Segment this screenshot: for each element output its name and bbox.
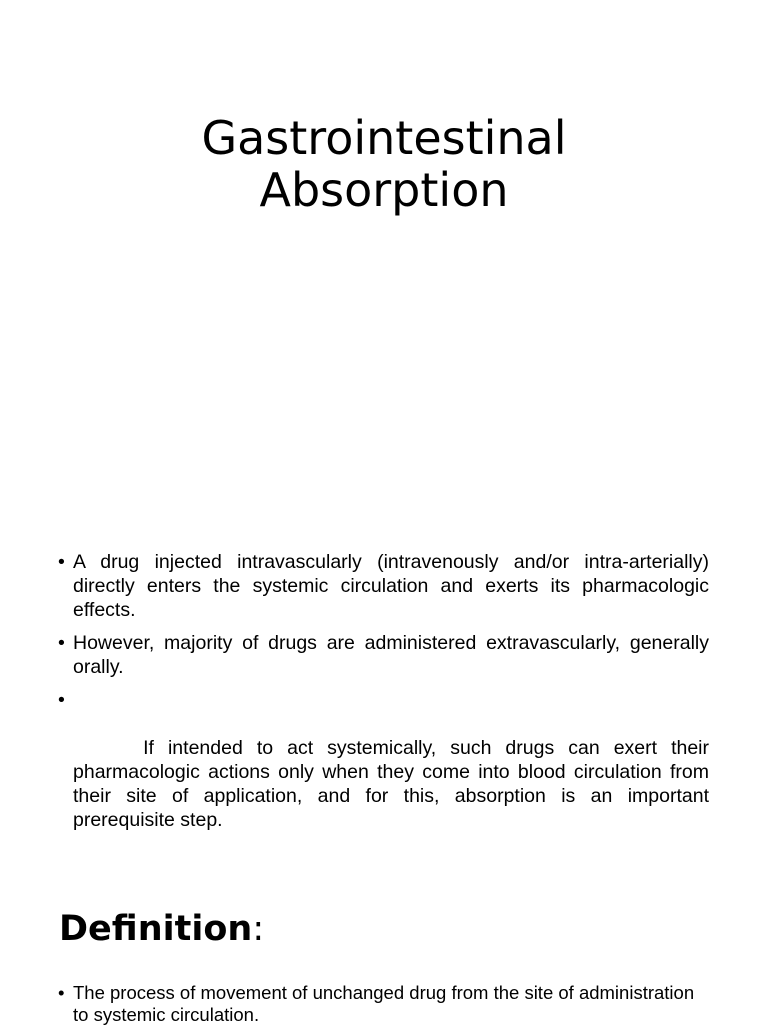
- bullet-icon: •: [58, 689, 65, 711]
- list-item: [58, 550, 709, 622]
- bullet-text: A drug injected intravascularly (intravenously and/or intra-arterially) directly enters the systemic circulation and exerts its pharmacologic effects.: [73, 551, 709, 621]
- bullet-icon: •: [58, 982, 65, 1003]
- definition-heading-colon: :: [252, 909, 265, 949]
- intro-bullet-list: [58, 550, 715, 865]
- title-line-1: Gastrointestinal: [201, 111, 567, 165]
- bullet-text: However, majority of drugs are administered extravascularly, generally orally.: [73, 632, 709, 678]
- slide-title: [0, 112, 768, 216]
- definition-bullet-list: [58, 982, 709, 1026]
- list-item: [58, 982, 709, 1026]
- title-line-2: Absorption: [259, 163, 509, 217]
- list-item: [58, 688, 715, 856]
- bullet-text: If intended to act systemically, such drugs can exert their pharmacologic actions only when they come into blood circulation from their site of application, and for this, absorption is an important prerequisite step.: [73, 737, 715, 831]
- bullet-text: The process of movement of unchanged drug from the site of administration to systemic circulation.: [73, 982, 695, 1025]
- bullet-icon: •: [58, 551, 65, 573]
- definition-heading-text: Definition: [59, 909, 253, 949]
- bullet-icon: •: [58, 632, 65, 654]
- definition-heading: [59, 906, 264, 952]
- list-item: [58, 631, 709, 679]
